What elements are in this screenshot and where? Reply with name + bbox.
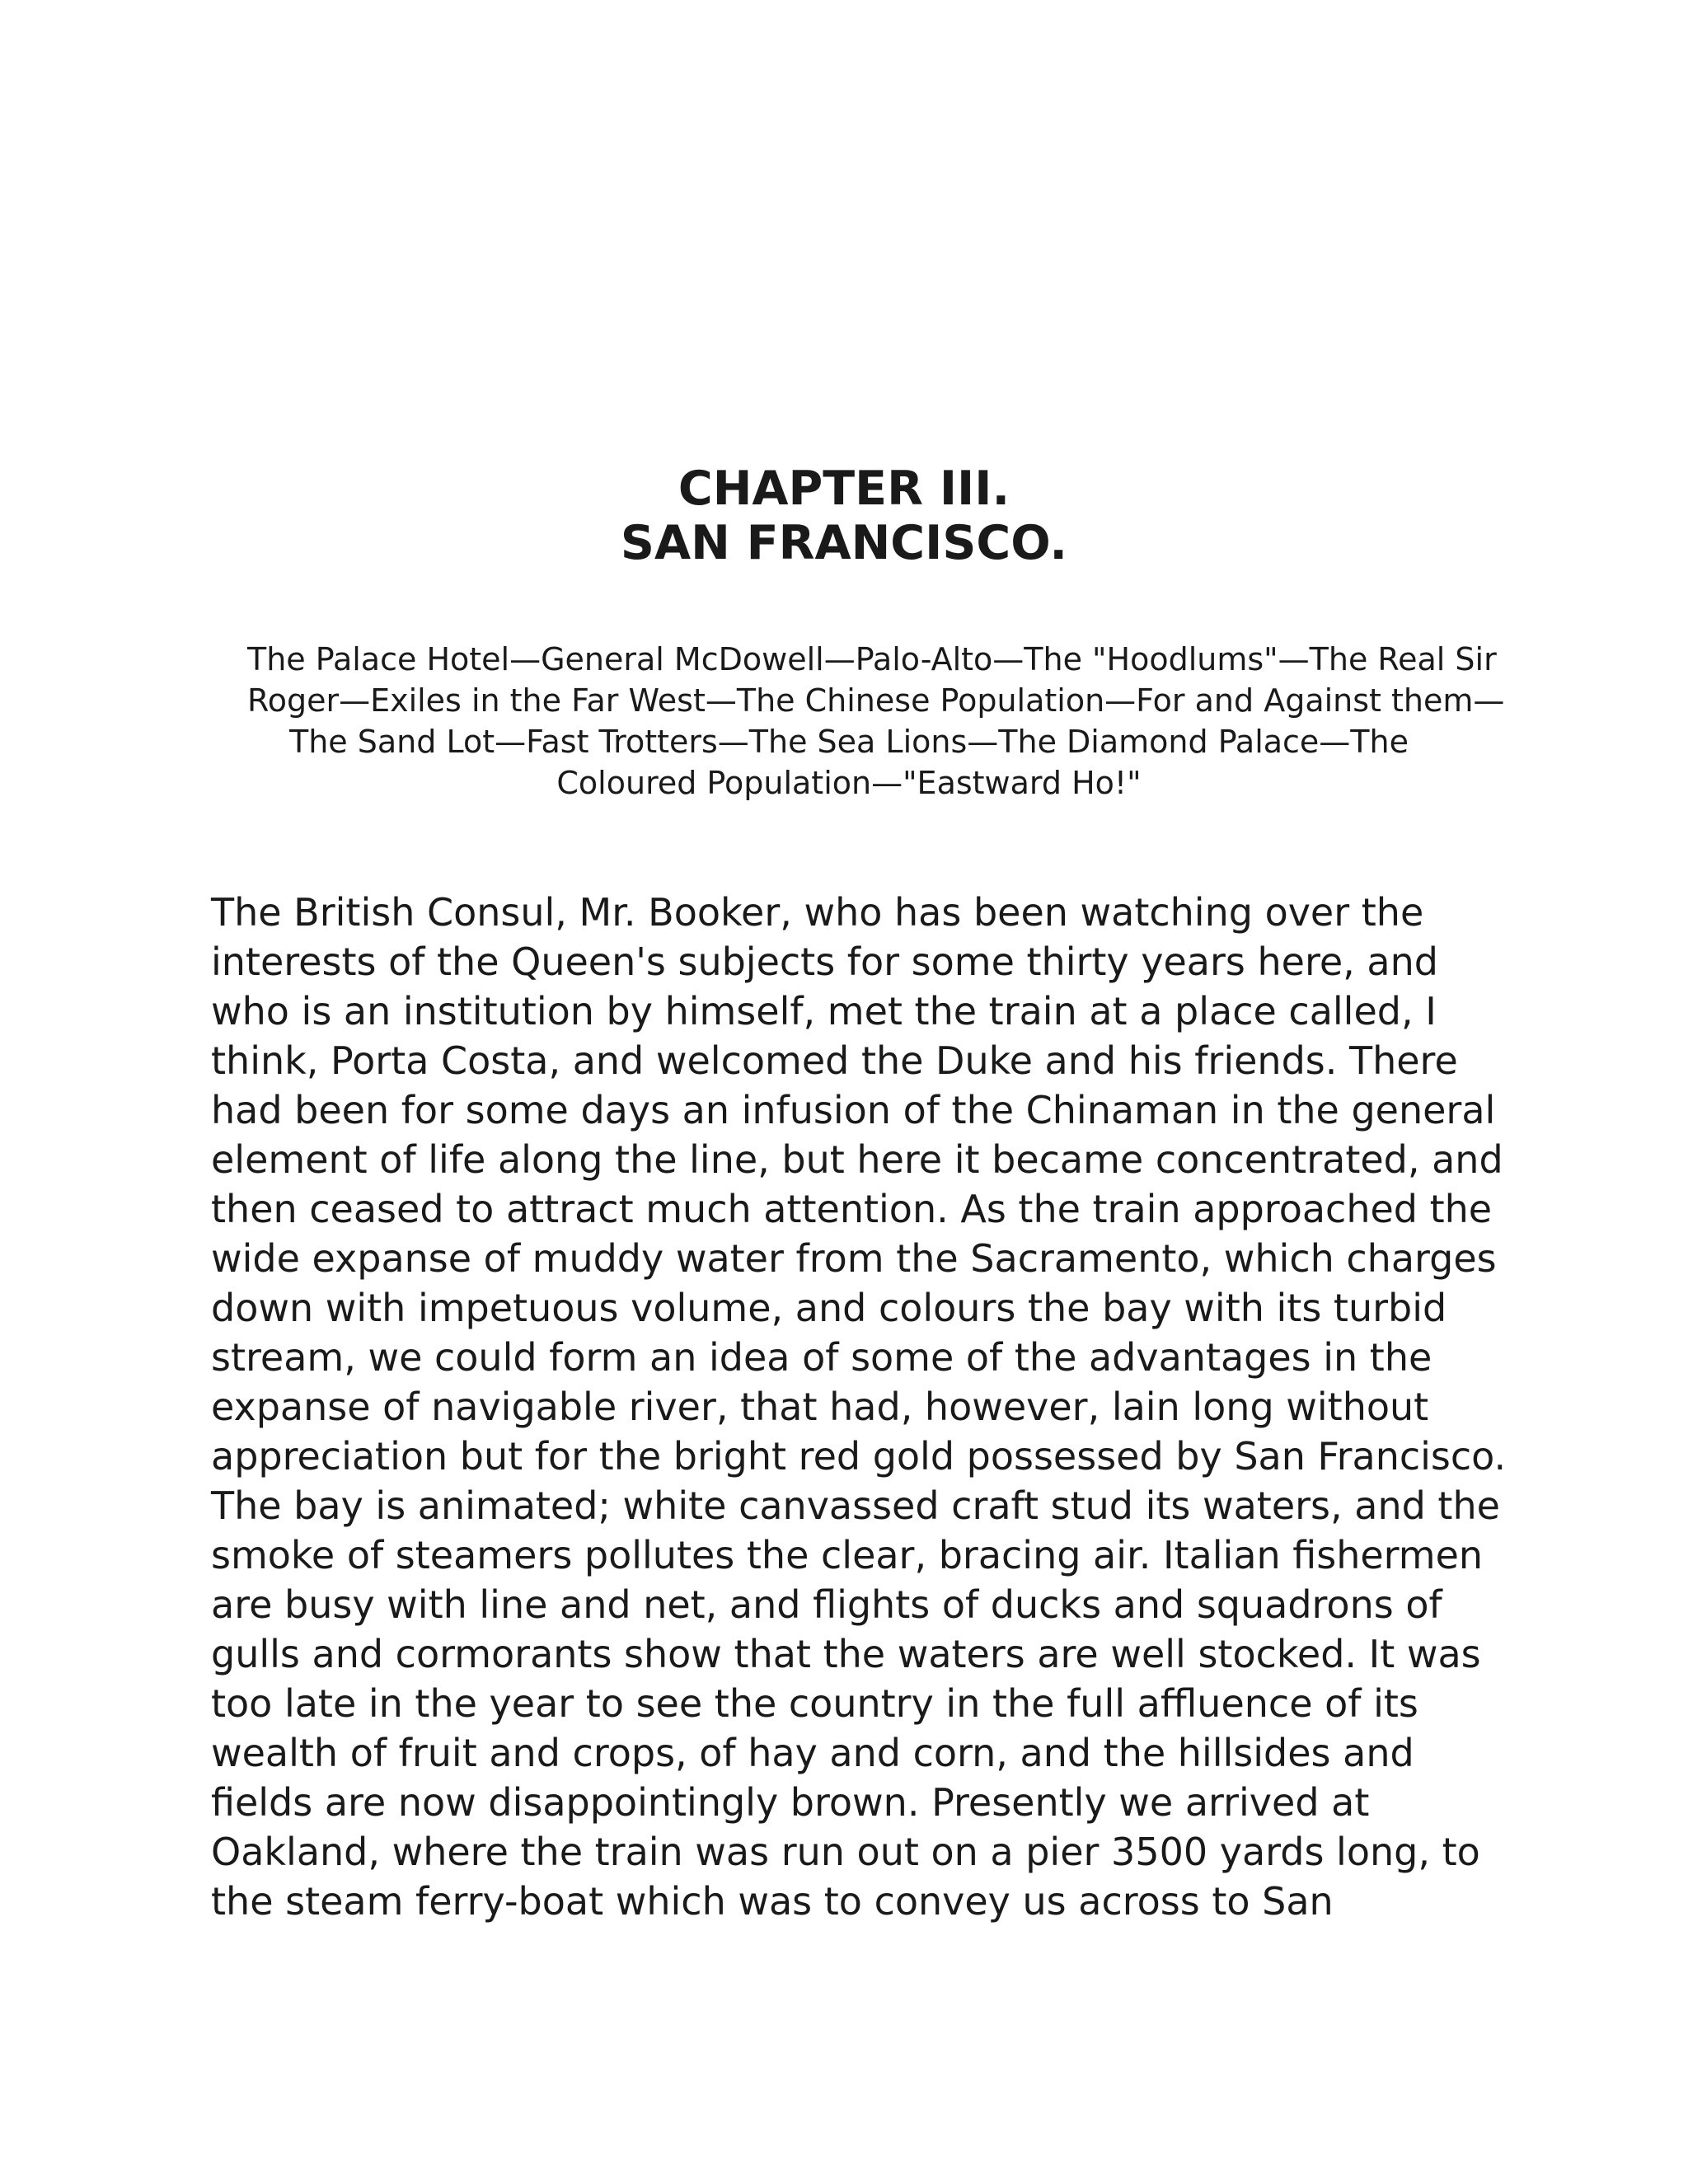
chapter-number: CHAPTER III. bbox=[678, 462, 1010, 516]
body-line: stream, we could form an idea of some of the advantages in the bbox=[211, 1335, 1432, 1380]
body-line: fields are now disappointingly brown. Presently we arrived at bbox=[211, 1780, 1370, 1825]
chapter-heading bbox=[0, 462, 1688, 570]
body-line: interests of the Queen's subjects for some thirty years here, and bbox=[211, 940, 1438, 984]
body-line: are busy with line and net, and flights of ducks and squadrons of bbox=[211, 1582, 1442, 1627]
synopsis-line: Coloured Population—"Eastward Ho!" bbox=[556, 765, 1142, 801]
synopsis-line: The Palace Hotel—General McDowell—Palo-Alto—The "Hoodlums"—The Real Sir bbox=[247, 641, 1497, 677]
body-line: down with impetuous volume, and colours the bay with its turbid bbox=[211, 1286, 1447, 1330]
body-line: then ceased to attract much attention. As the train approached the bbox=[211, 1187, 1493, 1231]
body-line: too late in the year to see the country in the full affluence of its bbox=[211, 1681, 1418, 1726]
body-line: Oakland, where the train was run out on a pier 3500 yards long, to bbox=[211, 1830, 1480, 1874]
body-line: The bay is animated; white canvassed craft stud its waters, and the bbox=[211, 1483, 1500, 1528]
body-line: wealth of fruit and crops, of hay and corn, and the hillsides and bbox=[211, 1731, 1414, 1775]
synopsis-line: Roger—Exiles in the Far West—The Chinese Population—For and Against them— bbox=[247, 682, 1505, 719]
body-line: gulls and cormorants show that the waters are well stocked. It was bbox=[211, 1632, 1481, 1676]
body-line: The British Consul, Mr. Booker, who has been watching over the bbox=[211, 890, 1424, 935]
body-line: the steam ferry-boat which was to convey us across to San bbox=[211, 1879, 1334, 1924]
body-line: element of life along the line, but here it became concentrated, and bbox=[211, 1137, 1503, 1182]
chapter-synopsis bbox=[247, 639, 1505, 804]
body-line: wide expanse of muddy water from the Sacramento, which charges bbox=[211, 1236, 1497, 1281]
body-paragraph bbox=[211, 888, 1507, 1926]
body-line: smoke of steamers pollutes the clear, bracing air. Italian fishermen bbox=[211, 1533, 1484, 1577]
chapter-title: SAN FRANCISCO. bbox=[620, 516, 1068, 570]
body-line: appreciation but for the bright red gold possessed by San Francisco. bbox=[211, 1434, 1507, 1479]
body-line: think, Porta Costa, and welcomed the Duke and his friends. There bbox=[211, 1038, 1458, 1083]
body-line: had been for some days an infusion of the Chinaman in the general bbox=[211, 1088, 1496, 1132]
body-line: who is an institution by himself, met the train at a place called, I bbox=[211, 989, 1437, 1033]
body-line: expanse of navigable river, that had, however, lain long without bbox=[211, 1385, 1429, 1429]
synopsis-line: The Sand Lot—Fast Trotters—The Sea Lions—The Diamond Palace—The bbox=[289, 724, 1409, 760]
